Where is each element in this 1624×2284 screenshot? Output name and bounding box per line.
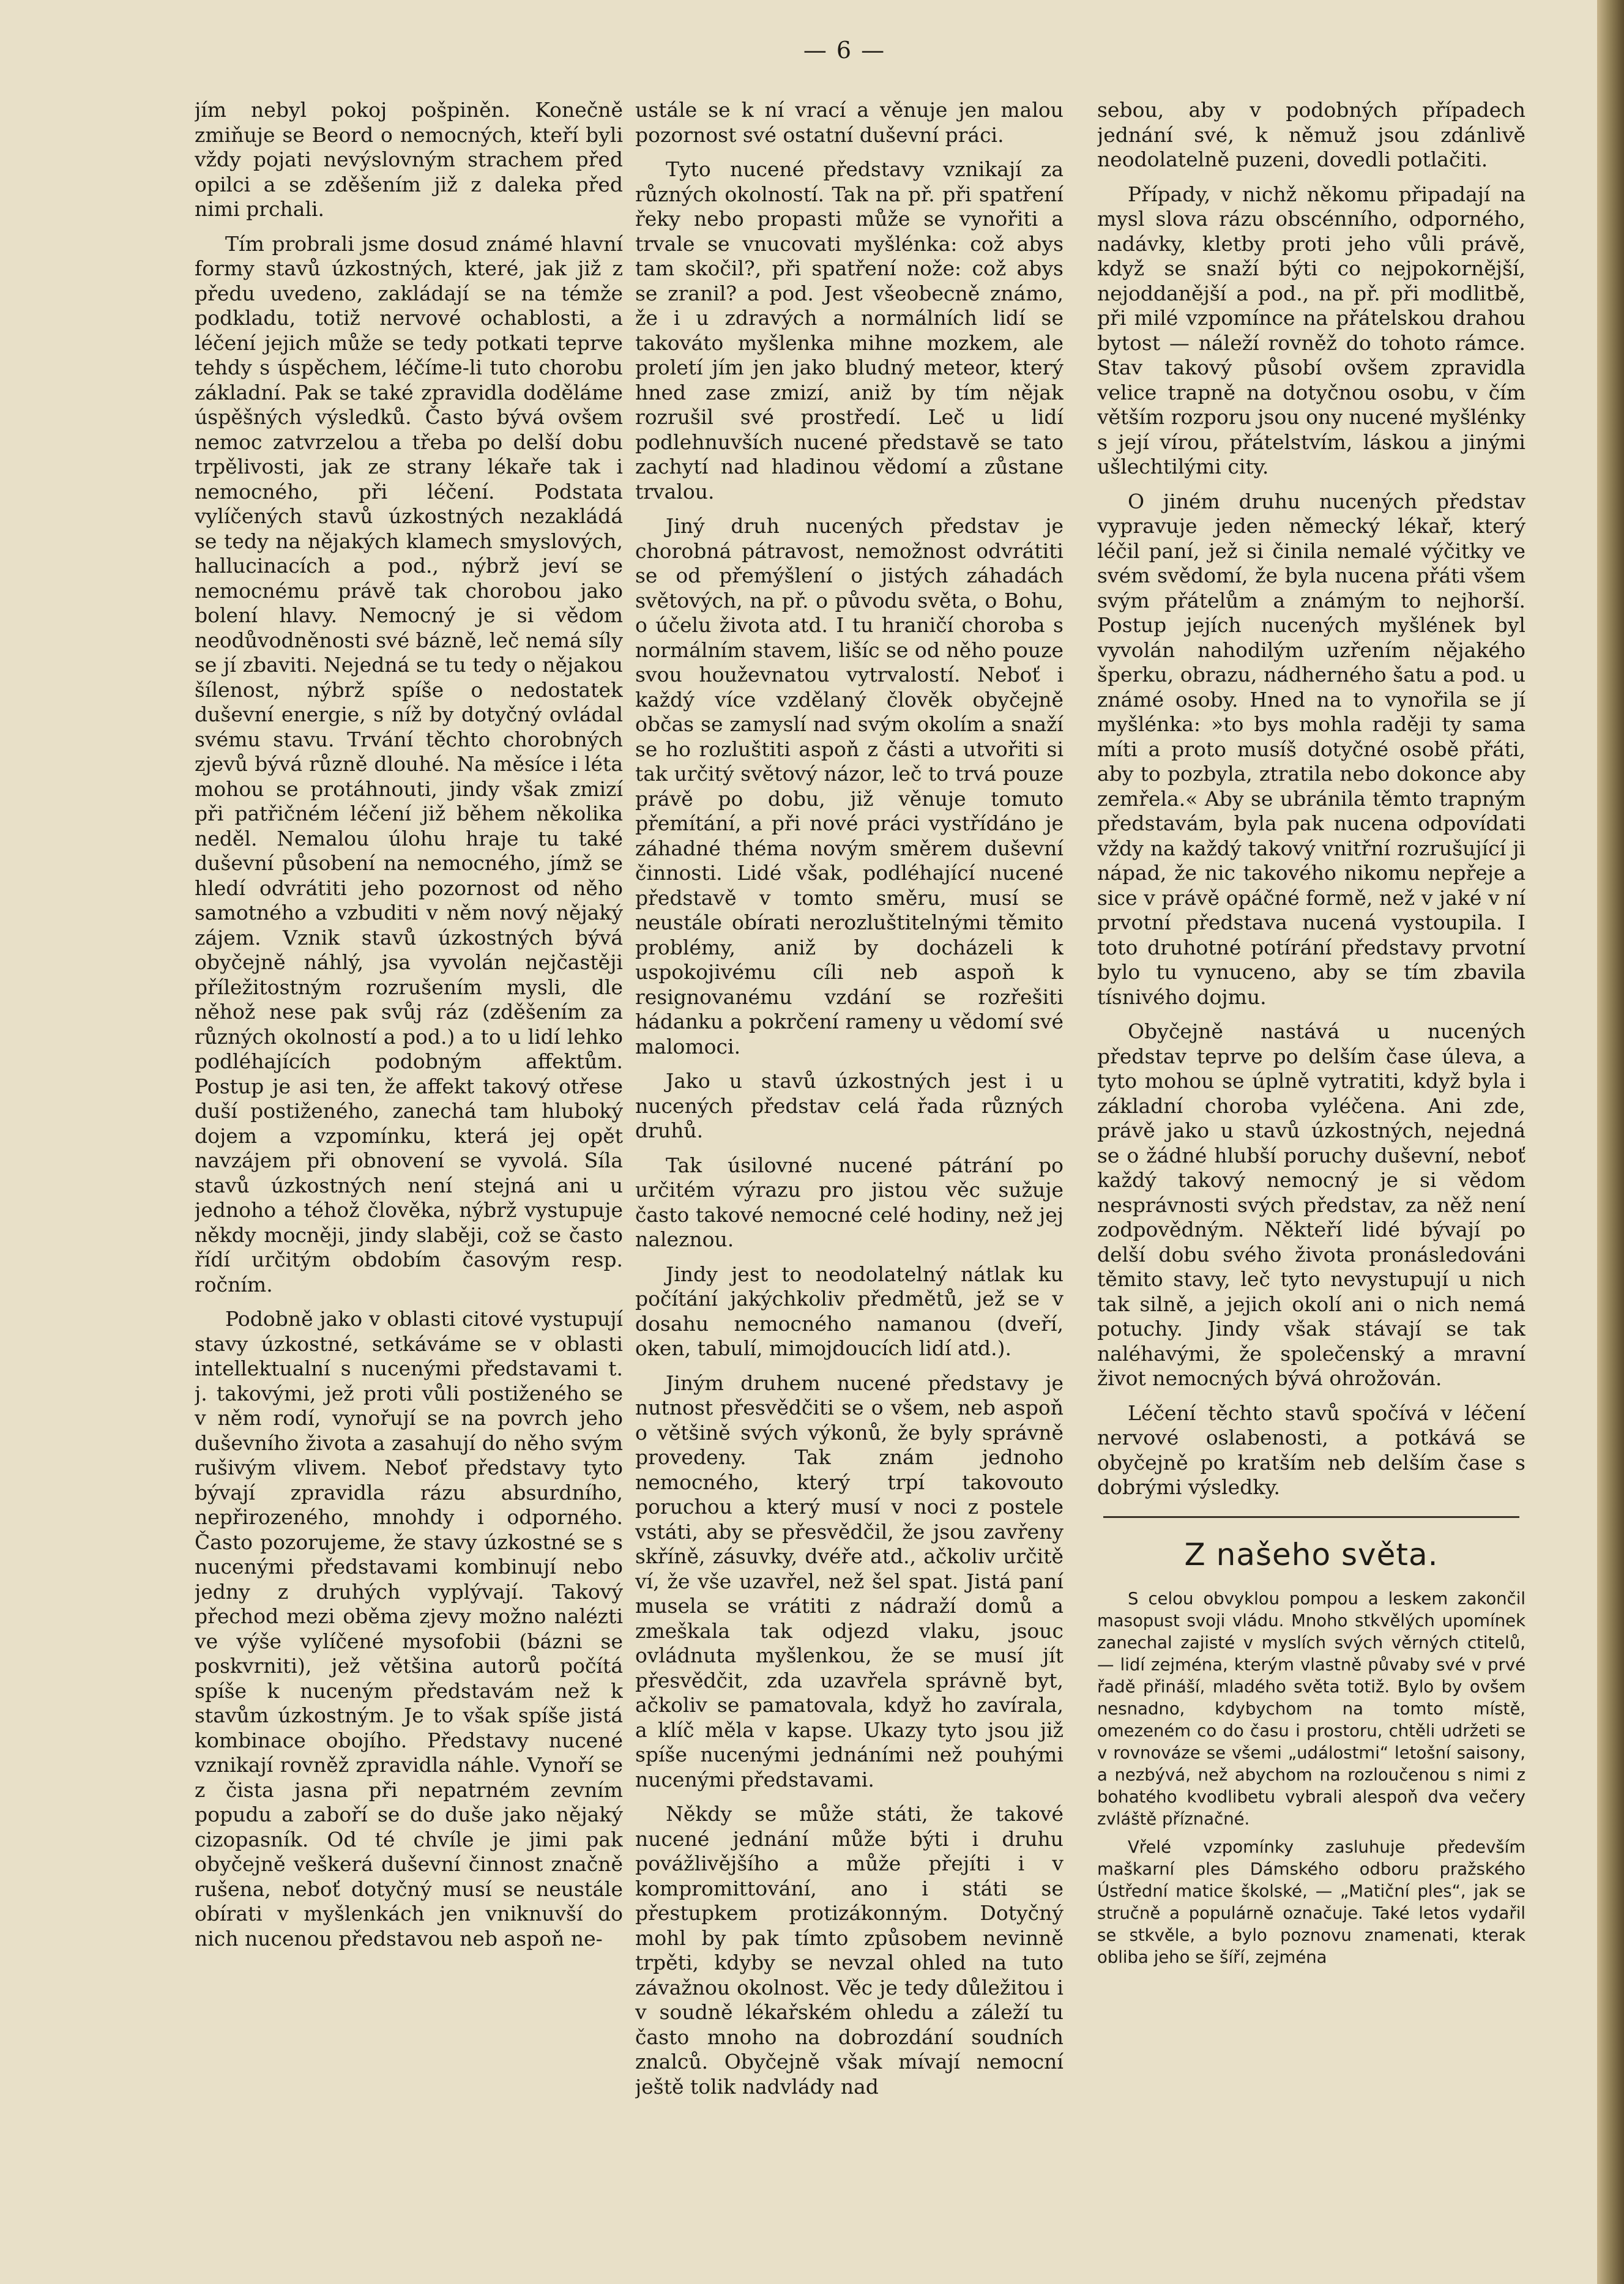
paragraph: S celou obvyklou pompou a leskem zakončil masopust svoji vládu. Mnoho stkvělých upomínek zanechal zajisté v myslích svých věrných ctitelů, — lidí zejména, kterým vlastně půvaby své v prvé řadě přináší, mladého světa totiž. Bylo by ovšem nesnadno, kdybychom na tomto místě, omezeném co do času i prostoru, chtěli udržeti se v rovnováze se všemi „událostmi“ letošní saisony, a nezbývá, než abychom na rozloučenou s nimi z bohatého kvodlibetu vybrali alespoň dva večery zvláště příznačné. [1097,1589,1525,1829]
text-column-right [1097,98,1525,2209]
paragraph: Obyčejně nastává u nucených představ teprve po delším čase úleva, a tyto mohou se úplně vytratiti, když byla i základní choroba vyléčena. Ani zde, právě jako u stavů úzkostných, nejedná se o žádné hlubší poruchy duševní, neboť každý takový nemocný je si vědom nesprávnosti svých představ, za něž není zodpovědným. Někteří lidé bývají po delší dobu svého života pronásledováni těmito stavy, leč tyto nevystupují u nich tak silně, a jejich okolí ani o nich nemá potuchy. Jindy však stávají se tak naléhavými, že společenský a mravní život nemocných bývá ohrožován. [1097,1019,1525,1390]
paragraph: Jiný druh nucených představ je chorobná pátravost, nemožnost odvrátiti se od přemýšlení o jistých záhadách světových, na př. o původu světa, o Bohu, o účelu života atd. I tu hraničí choroba s normálním stavem, lišíc se od něho pouze svou houževnatou vytrvalostí. Neboť i každý více vzdělaný člověk obyčejně občas se zamyslí nad svým okolím a snaží se ho rozluštiti aspoň z části a utvořiti si tak určitý světový názor, leč to trvá pouze právě po dobu, již věnuje tomuto přemítání, a při nové práci vystřídáno je záhadné théma novým směrem duševní činnosti. Lidé však, podléhající nucené představě v tomto směru, musí se neustále obírati nerozluštitelnými těmito problémy, aniž by docházeli k uspokojivému cíli neb aspoň k resignovanému vzdání se rozřešiti hádanku a pokrčení rameny u vědomí své malomoci. [635,514,1063,1058]
section-heading: Z našeho světa. [1184,1536,1439,1572]
page-number: — 6 — [803,37,886,64]
paragraph: Jiným druhem nucené představy je nutnost přesvědčiti se o všem, neb aspoň o většině svých výkonů, že byly správně provedeny. Tak znám jednoho nemocného, který trpí takovouto poruchou a který musí v noci z postele vstáti, aby se přesvědčil, že jsou zavřeny skříně, zásuvky, dvéře atd., ačkoliv určitě ví, že vše uzavřel, než šel spat. Jistá paní musela se vrátiti z nádraží domů a zmeškala tak odjezd vlaku, jsouc ovládnuta myšlenkou, že se musí jít přesvědčit, zda uzavřela správně byt, ačkoliv se pamatovala, když ho zavírala, a klíč měla v kapse. Ukazy tyto jsou již spíše nucenými jednáními než pouhými nucenými představami. [635,1371,1063,1791]
paragraph: Tím probrali jsme dosud známé hlavní formy stavů úzkostných, které, jak již z předu uvedeno, zakládají se na témže podkladu, totiž nervové ochablosti, a léčení jejich může se tedy potkati teprve tehdy s úspěchem, léčíme-li tuto chorobu základní. Pak se také zpravidla doděláme úspěšných výsledků. Často bývá ovšem nemoc zatvrzelou a třeba po delší dobu trpělivosti, jak ze strany lékaře tak i nemocného, při léčení. Podstata vylíčených stavů úzkostných nezakládá se tedy na nějakých klamech smyslových, hallucinacích a pod., nýbrž jeví se nemocnému právě tak chorobou jako bolení hlavy. Nemocný je si vědom neodůvodněnosti své bázně, leč nemá síly se jí zbaviti. Nejedná se tu tedy o nějakou šílenost, nýbrž spíše o nedostatek duševní energie, s níž by dotyčný ovládal svému stavu. Trvání těchto chorobných zjevů bývá různě dlouhé. Na měsíce i léta mohou se protáhnouti, jindy však zmizí při patřičném léčení již během několika neděl. Nemalou úlohu hraje tu také duševní působení na nemocného, jímž se hledí odvrátiti jeho pozornost od něho samotného a vzbuditi v něm nový nějaký zájem. Vznik stavů úzkostných bývá obyčejně náhlý, jsa vyvolán nejčastěji příležitostným rozrušením mysli, dle něhož nese pak svůj ráz (zděšením za různých okolností a pod.) a to u lidí lehko podléhajících podobným affektům. Postup je asi ten, že affekt takový otřese duší postiženého, zanechá tam hluboký dojem a vzpomínku, která jej opět navzájem při obnovení se vyvolá. Síla stavů úzkostných není stejná ani u jednoho a téhož člověka, nýbrž vystupuje někdy mocněji, jindy slaběji, což se často řídí určitým obdobím časovým resp. ročním. [195,231,623,1296]
text-column-left [195,98,623,2209]
paragraph: Případy, v nichž někomu připadají na mysl slova rázu obscénního, odporného, nadávky, kletby proti jeho vůli právě, když se snaží býti co nejpokornější, nejoddanější a pod., na př. při modlitbě, při milé vzpomínce na přátelskou drahou bytost — náleží rovněž do tohoto rámce. Stav takový působí ovšem zpravidla velice trapně na dotyčnou osobu, v čím větším rozporu jsou ony nucené myšlénky s její vírou, přátelstvím, láskou a jinými ušlechtilými city. [1097,182,1525,478]
page-edge [1597,0,1624,2284]
paragraph: Jindy jest to neodolatelný nátlak ku počítání jakýchkoliv předmětů, jež se v dosahu nemocného namanou (dveří, oken, tabulí, mimojdoucích lidí atd.). [635,1262,1063,1360]
paragraph: sebou, aby v podobných případech jednání své, k němuž jsou zdánlivě neodolatelně puzeni, dovedli potlačiti. [1097,98,1525,171]
paragraph: Někdy se může státi, že takové nucené jednání může býti i druhu povážlivějšího a může přejíti i v kompromittování, ano i státi se přestupkem protizákonným. Dotyčný mohl by pak tímto způsobem nevinně trpěti, kdyby se nevzal ohled na tuto závažnou okolnost. Věc je tedy důležitou i v soudně lékařském ohledu a záleží tu často mnoho na dobrozdání soudních znalců. Obyčejně však mívají nemocní ještě tolik nadvlády nad [635,1802,1063,2099]
paragraph: ustále se k ní vrací a věnuje jen malou pozornost své ostatní duševní práci. [635,98,1063,147]
text-column-middle [635,98,1063,2209]
paragraph: O jiném druhu nucených představ vypravuje jeden německý lékař, který léčil paní, jež si činila nemalé výčitky ve svém svědomí, že byla nucena přáti všem svým přátelům a známým to nejhorší. Postup jejích nucených myšlének byl vyvolán nahodilým uzřením nějakého šperku, obrazu, nádherného šatu a pod. u známé osoby. Hned na to vynořila se jí myšlénka: »to bys mohla raději ty sama míti a proto musíš dotyčné osobě přáti, aby to pozbyla, ztratila nebo dokonce aby zemřela.« Aby se ubránila těmto trapným představám, byla pak nucena odpovídati vždy na každý takový vnitřní rozrušující ji nápad, že nic takového nikomu nepřeje a sice v právě opáčné formě, než v jaké v ní prvotní představa nucená vystoupila. I toto druhotné potírání představy prvotní bylo tu vynuceno, aby se tím zbavila tísnivého dojmu. [1097,489,1525,1009]
paragraph: Vřelé vzpomínky zasluhuje především maškarní ples Dámského odboru pražského Ústřední matice školské, — „Matiční ples“, jak se stručně a populárně označuje. Také letos vydařil se stkvěle, a bylo poznovu znamenati, kterak obliba jeho se šíří, zejména [1097,1837,1525,1967]
paragraph: Tyto nucené představy vznikají za různých okolností. Tak na př. při spatření řeky nebo propasti může se vynořiti a trvale se vnucovati myšlénka: což abys tam skočil?, při spatření nože: což abys se zranil? a pod. Jest všeobecně známo, že i u zdravých a normálních lidí se takováto myšlenka mihne mozkem, ale proletí jím jen jako bludný meteor, který hned zase zmizí, aniž by tím nějak rozrušil své prostředí. Leč u lidí podlehnuvších nucené představě se tato zachytí nad hladinou vědomí a zůstane trvalou. [635,157,1063,504]
section-divider [1103,1516,1519,1518]
paragraph: Jako u stavů úzkostných jest i u nucených představ celá řada různých druhů. [635,1069,1063,1142]
section-body [1097,1588,1525,1968]
paragraph: Léčení těchto stavů spočívá v léčení nervové oslabenosti, a potkává se obyčejně po kratším neb delším čase s dobrými výsledky. [1097,1401,1525,1499]
paragraph: jím nebyl pokoj pošpiněn. Konečně zmiňuje se Beord o nemocných, kteří byli vždy pojati nevýslovným strachem před opilci a se zděšením již z daleka před nimi prchali. [195,98,623,221]
paragraph: Podobně jako v oblasti citové vystupují stavy úzkostné, setkáváme se v oblasti intellektualní s nucenými představami t. j. takovými, jež proti vůli postiženého se v něm rodí, vynořují se na povrch jeho duševního života a zasahují do něho svým rušivým vlivem. Neboť představy tyto bývají zpravidla rázu absurdního, nepřirozeného, mnohdy i odporného. Často pozorujeme, že stavy úzkostné se s nucenými představami kombinují nebo jedny z druhých vyplývají. Takový přechod mezi oběma zjevy možno nalézti ve výše vylíčené mysofobii (bázni se poskvrniti), jež většina autorů počítá spíše k nuceným představám než k stavům úzkostným. Je to však spíše jistá kombinace obojího. Představy nucené vznikají rovněž zpravidla náhle. Vynoří se z čista jasna při nepatrném zevním popudu a zaboří se do duše jako nějaký cizopasník. Od té chvíle je jimi pak obyčejně veškerá duševní činnost značně rušena, neboť dotyčný musí se neustále obírati v myšlenkách jen vniknuvší do nich nucenou představou neb aspoň ne- [195,1307,623,1951]
paragraph: Tak úsilovné nucené pátrání po určitém výrazu pro jistou věc sužuje často takové nemocné celé hodiny, než jej naleznou. [635,1153,1063,1251]
